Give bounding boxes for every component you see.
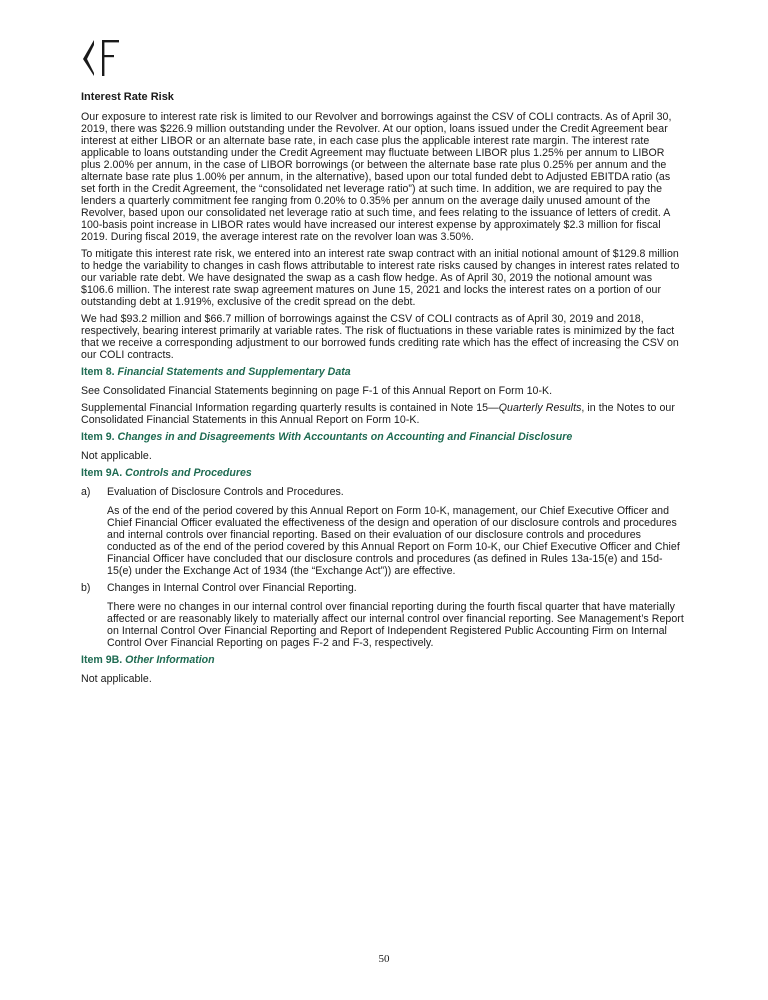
item-8-heading [81, 366, 687, 378]
item-9-title: Changes in and Disagreements With Accountants on Accounting and Financial Disclosure [117, 431, 573, 443]
document-body [81, 91, 687, 690]
list-label-a: Evaluation of Disclosure Controls and Procedures. [107, 486, 344, 498]
item-9a-heading [81, 467, 687, 479]
interest-rate-risk-heading: Interest Rate Risk [81, 91, 174, 103]
item-8-p2-italic: Quarterly Results [498, 402, 582, 414]
item-9b-title: Other Information [125, 654, 215, 666]
item-9-number: Item 9. [81, 431, 115, 443]
interest-rate-risk-paragraph-1: Our exposure to interest rate risk is limited to our Revolver and borrowings against the CSV of COLI contracts. As of April 30, 2019, there was $226.9 million outstanding under the Revolver. At our option, loans issued under the Credit Agreement bear interest at either LIBOR or an alternate base rate, in each case plus the applicable interest rate margin. The interest rate applicable to loans outstanding under the Credit Agreement may fluctuate between LIBOR plus 1.25% per annum to LIBOR plus 2.00% per annum, in the case of LIBOR borrowings (or between the alternate base rate plus 0.25% per annum and the alternate base rate plus 1.00% per annum, in the alternative), based upon our total funded debt to Adjusted EBITDA ratio (as set forth in the Credit Agreement, the “consolidated net leverage ratio”) at such time. In addition, we are required to pay the lenders a quarterly commitment fee ranging from 0.20% to 0.35% per annum on the average daily unused amount of the Revolver, based upon our consolidated net leverage ratio at such time, and fees relating to the issuance of letters of credit. A 100-basis point increase in LIBOR rates would have increased our interest expense by approximately $2.3 million for fiscal 2019. During fiscal 2019, the average interest rate on the revolver loan was 3.50%. [81, 111, 672, 243]
item-9a-list-a [81, 486, 687, 498]
item-8-number: Item 8. [81, 366, 115, 378]
list-marker-a: a) [81, 486, 91, 498]
item-9b-number: Item 9B. [81, 654, 123, 666]
item-9a-number: Item 9A. [81, 467, 123, 479]
item-8-paragraph-2 [81, 402, 687, 426]
item-8-paragraph-1: See Consolidated Financial Statements beginning on page F-1 of this Annual Report on Form 10-K. [81, 385, 553, 397]
item-9a-a-body: As of the end of the period covered by this Annual Report on Form 10-K, management, our Chief Executive Officer and Chief Financial Officer evaluated the effectiveness of the design and operation of our disclosure controls and procedures and internal controls over financial reporting. Based on their evaluation of our disclosure controls and procedures conducted as of the end of the period covered by this Annual Report on Form 10-K, our Chief Executive Officer and Chief Financial Officer have concluded that our disclosure controls and procedures (as defined in Rules 13a-15(e) and 15d-15(e) under the Exchange Act of 1934 (the “Exchange Act”)) are effective. [107, 505, 680, 577]
item-9a-list-b [81, 582, 687, 594]
item-8-p2-text-end: , in the Notes to our Consolidated Financial Statements in this Annual Report on Form 10-K. [81, 402, 675, 426]
item-9b-heading [81, 654, 687, 666]
list-marker-b: b) [81, 582, 91, 594]
interest-rate-risk-paragraph-2: To mitigate this interest rate risk, we entered into an interest rate swap contract with an initial notional amount of $129.8 million to hedge the variability to changes in cash flows attributable to interest rate risks caused by changes in interest rates related to our variable rate debt. We have designated the swap as a cash flow hedge. As of April 30, 2019 the notional amount was $106.6 million. The interest rate swap agreement matures on June 15, 2021 and locks the interest rates on a portion of our outstanding debt at 1.919%, exclusive of the credit spread on the debt. [81, 248, 680, 308]
item-9b-body: Not applicable. [81, 673, 152, 685]
page-number: 50 [378, 953, 390, 965]
item-9a-title: Controls and Procedures [125, 467, 252, 479]
item-9a-b-body: There were no changes in our internal control over financial reporting during the fourth fiscal quarter that have materially affected or are reasonably likely to materially affect our internal control over financial reporting. See Management’s Report on Internal Control Over Financial Reporting and Report of Independent Registered Public Accounting Firm on Internal Control Over Financial Reporting on pages F-2 and F-3, respectively. [107, 601, 684, 649]
item-8-title: Financial Statements and Supplementary Data [117, 366, 351, 378]
item-9-heading [81, 431, 687, 443]
item-9-body: Not applicable. [81, 450, 152, 462]
list-label-b: Changes in Internal Control over Financial Reporting. [107, 582, 357, 594]
item-8-p2-text: Supplemental Financial Information regarding quarterly results is contained in Note 15— [81, 402, 499, 414]
interest-rate-risk-paragraph-3: We had $93.2 million and $66.7 million of borrowings against the CSV of COLI contracts as of April 30, 2019 and 2018, respectively, bearing interest primarily at variable rates. The risk of fluctuations in these variable rates is minimized by the fact that we receive a corresponding adjustment to our borrowed funds crediting rate which has the effect of increasing the CSV on our COLI contracts. [81, 313, 679, 361]
korn-ferry-logo-icon [80, 40, 130, 76]
